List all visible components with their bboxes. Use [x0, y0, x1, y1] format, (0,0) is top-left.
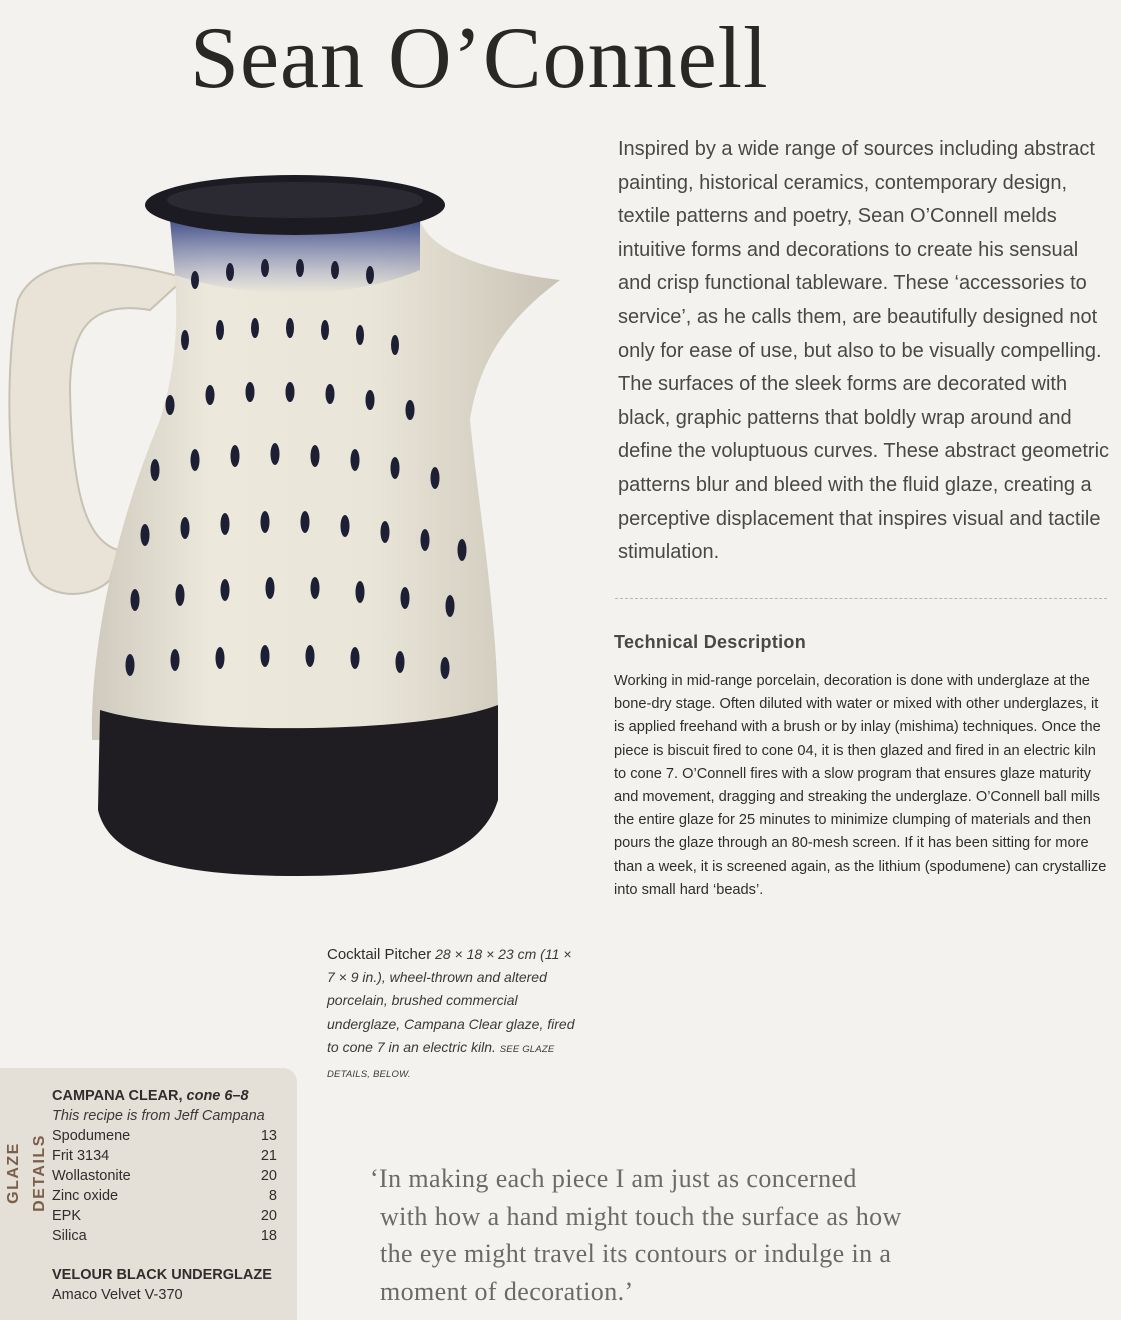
caption-note: SEE GLAZE DETAILS, BELOW. [327, 1043, 555, 1081]
ingredient-name: Spodumene [52, 1128, 131, 1144]
ingredient-amount: 21 [260, 1148, 277, 1164]
cocktail-pitcher-photo [0, 160, 570, 900]
quote-line: moment of decoration.’ [380, 1276, 634, 1306]
glaze-details-label: GLAZE DETAILS [5, 1134, 48, 1212]
quote-line: with how a hand might touch the surface as how [380, 1201, 902, 1231]
ingredient-amount: 18 [260, 1228, 277, 1244]
ingredient-name: Wollastonite [52, 1168, 131, 1184]
ingredient-name: EPK [52, 1208, 82, 1224]
recipe-cone: cone 6–8 [186, 1088, 249, 1104]
technical-description-body: Working in mid-range porcelain, decoration is done with underglaze at the bone-dry stage. Often diluted with water or mixed with other underglazes, it is applied freehand with a brush or by inlay (mishima) techniques. Once the piece is biscuit fired to cone 04, it is then glazed and fired in an electric kiln to cone 7. O’Connell fires with a slow program that ensures glaze maturity and movement, dragging and streaking the underglaze. O’Connell ball mills the entire glaze for 25 minutes to minimize clumping of materials and then pours the glaze through an 80-mesh screen. If it has been sitting for more than a week, it is screened again, as the lithium (spodumene) can crystallize into small hard ‘beads’. [614, 673, 1107, 898]
quote-line: the eye might travel its contours or indulge in a [380, 1239, 892, 1268]
recipe-name: CAMPANA CLEAR, [52, 1088, 183, 1104]
page-title: Sean O’Connell [190, 10, 769, 107]
underglaze-product: Amaco Velvet V-370 [52, 1287, 183, 1303]
ingredient-amount: 20 [260, 1168, 277, 1184]
ingredient-row [52, 1126, 277, 1146]
ingredient-name: Silica [52, 1228, 87, 1244]
artist-quote [370, 1160, 990, 1310]
underglaze-name: VELOUR BLACK UNDERGLAZE [52, 1267, 272, 1283]
ingredient-name: Zinc oxide [52, 1188, 119, 1204]
ingredient-name: Frit 3134 [52, 1148, 110, 1164]
pitcher-caption [327, 943, 577, 1086]
ingredient-amount: 20 [260, 1208, 277, 1224]
glaze-recipe [52, 1086, 277, 1305]
recipe-source: This recipe is from Jeff Campana [52, 1108, 265, 1124]
intro-paragraph: Inspired by a wide range of sources including abstract painting, historical ceramics, contemporary design, textile patterns and poetry, Sean O’Connell melds intuitive forms and decorations to create his sensual and crisp functional tableware. These ‘accessories to service’, as he calls them, are beautifully designed not only for ease of use, but also to be visually compelling. The surfaces of the sleek forms are decorated with black, graphic patterns that boldly wrap around and define the voluptuous curves. These abstract geometric patterns blur and bleed with the fluid glaze, creating a perceptive displacement that inspires visual and tactile stimulation. [618, 138, 1110, 564]
ingredient-amount: 13 [260, 1128, 277, 1144]
caption-details: 28 × 18 × 23 cm (11 × 7 × 9 in.), wheel-thrown and altered porcelain, brushed commercial underglaze, Campana Clear glaze, fired to cone 7 in an electric kiln. [327, 946, 575, 1055]
ingredient-row [52, 1226, 277, 1246]
caption-title: Cocktail Pitcher [327, 946, 432, 963]
ingredient-row [52, 1166, 277, 1186]
ingredient-row [52, 1146, 277, 1166]
technical-description-heading: Technical Description [614, 632, 807, 652]
ingredient-row [52, 1206, 277, 1226]
ingredient-amount: 8 [268, 1188, 277, 1204]
quote-line: ‘In making each piece I am just as concerned [370, 1164, 857, 1193]
ingredient-row [52, 1186, 277, 1206]
recipe-title [52, 1086, 277, 1106]
section-divider [615, 598, 1107, 599]
